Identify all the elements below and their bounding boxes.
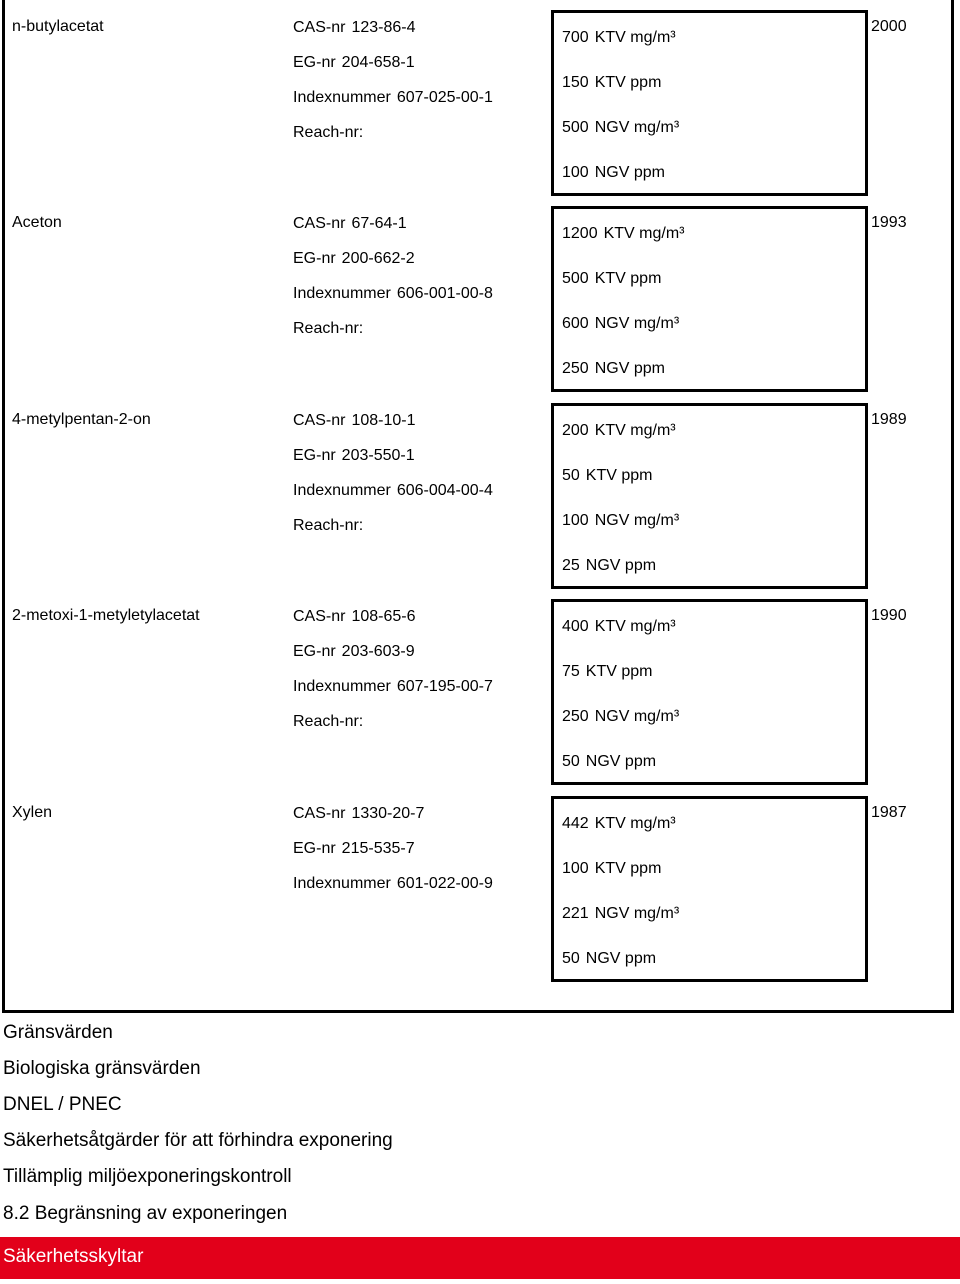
identifier-key: CAS-nr <box>293 215 346 232</box>
limit-year: 1989 <box>871 411 907 428</box>
limit-value: 100 <box>562 164 589 181</box>
limit-value-line <box>562 119 679 137</box>
section-banner-label: Säkerhetsskyltar <box>3 1246 144 1267</box>
substance-identifiers <box>293 804 493 909</box>
identifier-value: 606-001-00-8 <box>396 285 493 302</box>
identifier-value: 215-535-7 <box>341 840 415 857</box>
limit-unit: NGV ppm <box>585 950 657 967</box>
identifier-key: Reach-nr: <box>293 320 364 337</box>
identifier-line <box>293 411 493 446</box>
limit-value-line <box>562 270 661 288</box>
substance-identifiers <box>293 214 493 354</box>
limit-year: 1987 <box>871 804 907 821</box>
identifier-key: CAS-nr <box>293 608 346 625</box>
limit-value: 150 <box>562 74 589 91</box>
identifier-key: EG-nr <box>293 54 336 71</box>
identifier-value: 203-550-1 <box>341 447 415 464</box>
substance-name: Xylen <box>12 804 53 821</box>
limit-value: 442 <box>562 815 589 832</box>
identifier-key: Indexnummer <box>293 678 391 695</box>
limit-value: 500 <box>562 119 589 136</box>
identifier-line <box>293 53 493 88</box>
limit-unit: KTV mg/m³ <box>594 422 676 439</box>
limit-unit: NGV mg/m³ <box>594 708 680 725</box>
limit-unit: NGV mg/m³ <box>594 119 680 136</box>
limit-value: 600 <box>562 315 589 332</box>
limit-value-line <box>562 708 679 726</box>
identifier-key: CAS-nr <box>293 412 346 429</box>
substance-name: n-butylacetat <box>12 18 104 35</box>
limit-value: 500 <box>562 270 589 287</box>
identifier-key: Indexnummer <box>293 285 391 302</box>
limit-unit: NGV ppm <box>594 164 665 181</box>
limit-value-line <box>562 860 661 878</box>
substance-row <box>0 786 960 982</box>
identifier-key: Indexnummer <box>293 875 391 892</box>
identifier-value: 123-86-4 <box>351 19 416 36</box>
section-heading: 8.2 Begränsning av exponeringen <box>3 1203 288 1224</box>
section-heading: DNEL / PNEC <box>3 1094 122 1115</box>
identifier-key: EG-nr <box>293 840 336 857</box>
limit-values-box <box>551 206 868 392</box>
limit-value: 100 <box>562 512 589 529</box>
limit-value: 1200 <box>562 225 598 242</box>
limit-unit: KTV ppm <box>585 467 653 484</box>
identifier-line <box>293 214 493 249</box>
identifier-value: 108-10-1 <box>351 412 416 429</box>
substance-name: Aceton <box>12 214 62 231</box>
limit-value: 200 <box>562 422 589 439</box>
identifier-value: 1330-20-7 <box>351 805 425 822</box>
limit-value-line <box>562 512 679 530</box>
limit-year: 1993 <box>871 214 907 231</box>
identifier-line <box>293 481 493 516</box>
section-heading: Tillämplig miljöexponeringskontroll <box>3 1166 292 1187</box>
identifier-key: Reach-nr: <box>293 517 364 534</box>
identifier-value: 601-022-00-9 <box>396 875 493 892</box>
limit-value-line <box>562 74 661 92</box>
identifier-value: 606-004-00-4 <box>396 482 493 499</box>
substance-row <box>0 393 960 589</box>
identifier-key: Reach-nr: <box>293 713 364 730</box>
limit-unit: NGV mg/m³ <box>594 512 680 529</box>
substance-row <box>0 196 960 392</box>
limit-unit: NGV mg/m³ <box>594 315 680 332</box>
limit-unit: KTV ppm <box>594 74 662 91</box>
limit-value: 50 <box>562 950 580 967</box>
limit-value-line <box>562 467 652 485</box>
limit-value: 50 <box>562 467 580 484</box>
limit-unit: KTV mg/m³ <box>603 225 685 242</box>
limit-value-line <box>562 29 676 47</box>
limit-value-line <box>562 164 665 182</box>
identifier-line <box>293 88 493 123</box>
limit-unit: KTV mg/m³ <box>594 618 676 635</box>
substance-name: 4-metylpentan-2-on <box>12 411 151 428</box>
limit-values-box <box>551 599 868 785</box>
substance-row <box>0 589 960 785</box>
limit-value-line <box>562 315 679 333</box>
limit-value: 400 <box>562 618 589 635</box>
identifier-key: CAS-nr <box>293 805 346 822</box>
limit-unit: NGV ppm <box>585 753 657 770</box>
substance-name: 2-metoxi-1-metyletylacetat <box>12 607 200 624</box>
identifier-line <box>293 874 493 909</box>
limit-value: 700 <box>562 29 589 46</box>
limit-value-line <box>562 225 684 243</box>
identifier-key: EG-nr <box>293 643 336 660</box>
identifier-line <box>293 18 493 53</box>
section-heading: Gränsvärden <box>3 1022 113 1043</box>
limit-value: 75 <box>562 663 580 680</box>
limit-value-line <box>562 422 676 440</box>
identifier-line <box>293 516 493 551</box>
limit-value-line <box>562 753 656 771</box>
identifier-key: Indexnummer <box>293 89 391 106</box>
limit-unit: NGV ppm <box>594 360 665 377</box>
limit-value-line <box>562 360 665 378</box>
identifier-key: CAS-nr <box>293 19 346 36</box>
limit-unit: NGV mg/m³ <box>594 905 680 922</box>
limit-unit: KTV ppm <box>594 270 662 287</box>
limit-value-line <box>562 618 676 636</box>
identifier-line <box>293 607 493 642</box>
identifier-value: 203-603-9 <box>341 643 415 660</box>
limit-value: 100 <box>562 860 589 877</box>
limit-value-line <box>562 950 656 968</box>
section-heading: Säkerhetsåtgärder för att förhindra exponering <box>3 1130 393 1151</box>
section-banner <box>0 1237 960 1279</box>
limit-value: 250 <box>562 360 589 377</box>
limit-values-box <box>551 796 868 982</box>
identifier-value: 67-64-1 <box>351 215 407 232</box>
identifier-line <box>293 123 493 158</box>
limit-value-line <box>562 557 656 575</box>
identifier-key: EG-nr <box>293 447 336 464</box>
limit-values-box <box>551 403 868 589</box>
limit-value: 221 <box>562 905 589 922</box>
identifier-line <box>293 284 493 319</box>
identifier-line <box>293 712 493 747</box>
identifier-key: Reach-nr: <box>293 124 364 141</box>
limit-unit: KTV mg/m³ <box>594 29 676 46</box>
substance-identifiers <box>293 18 493 158</box>
limit-value: 25 <box>562 557 580 574</box>
identifier-value: 607-025-00-1 <box>396 89 493 106</box>
limit-values-box <box>551 10 868 196</box>
identifier-value: 108-65-6 <box>351 608 416 625</box>
limit-value-line <box>562 815 676 833</box>
limit-year: 2000 <box>871 18 907 35</box>
limit-value: 50 <box>562 753 580 770</box>
identifier-line <box>293 446 493 481</box>
section-heading: Biologiska gränsvärden <box>3 1058 201 1079</box>
identifier-line <box>293 319 493 354</box>
limit-value: 250 <box>562 708 589 725</box>
identifier-key: EG-nr <box>293 250 336 267</box>
identifier-line <box>293 677 493 712</box>
limit-unit: KTV ppm <box>594 860 662 877</box>
identifier-line <box>293 839 493 874</box>
limit-value-line <box>562 663 652 681</box>
identifier-line <box>293 804 493 839</box>
identifier-key: Indexnummer <box>293 482 391 499</box>
limit-unit: KTV mg/m³ <box>594 815 676 832</box>
identifier-value: 204-658-1 <box>341 54 415 71</box>
limit-unit: KTV ppm <box>585 663 653 680</box>
substance-row <box>0 0 960 196</box>
substance-identifiers <box>293 411 493 551</box>
identifier-value: 607-195-00-7 <box>396 678 493 695</box>
substance-identifiers <box>293 607 493 747</box>
identifier-value: 200-662-2 <box>341 250 415 267</box>
limit-unit: NGV ppm <box>585 557 657 574</box>
limit-year: 1990 <box>871 607 907 624</box>
identifier-line <box>293 642 493 677</box>
identifier-line <box>293 249 493 284</box>
limit-value-line <box>562 905 679 923</box>
